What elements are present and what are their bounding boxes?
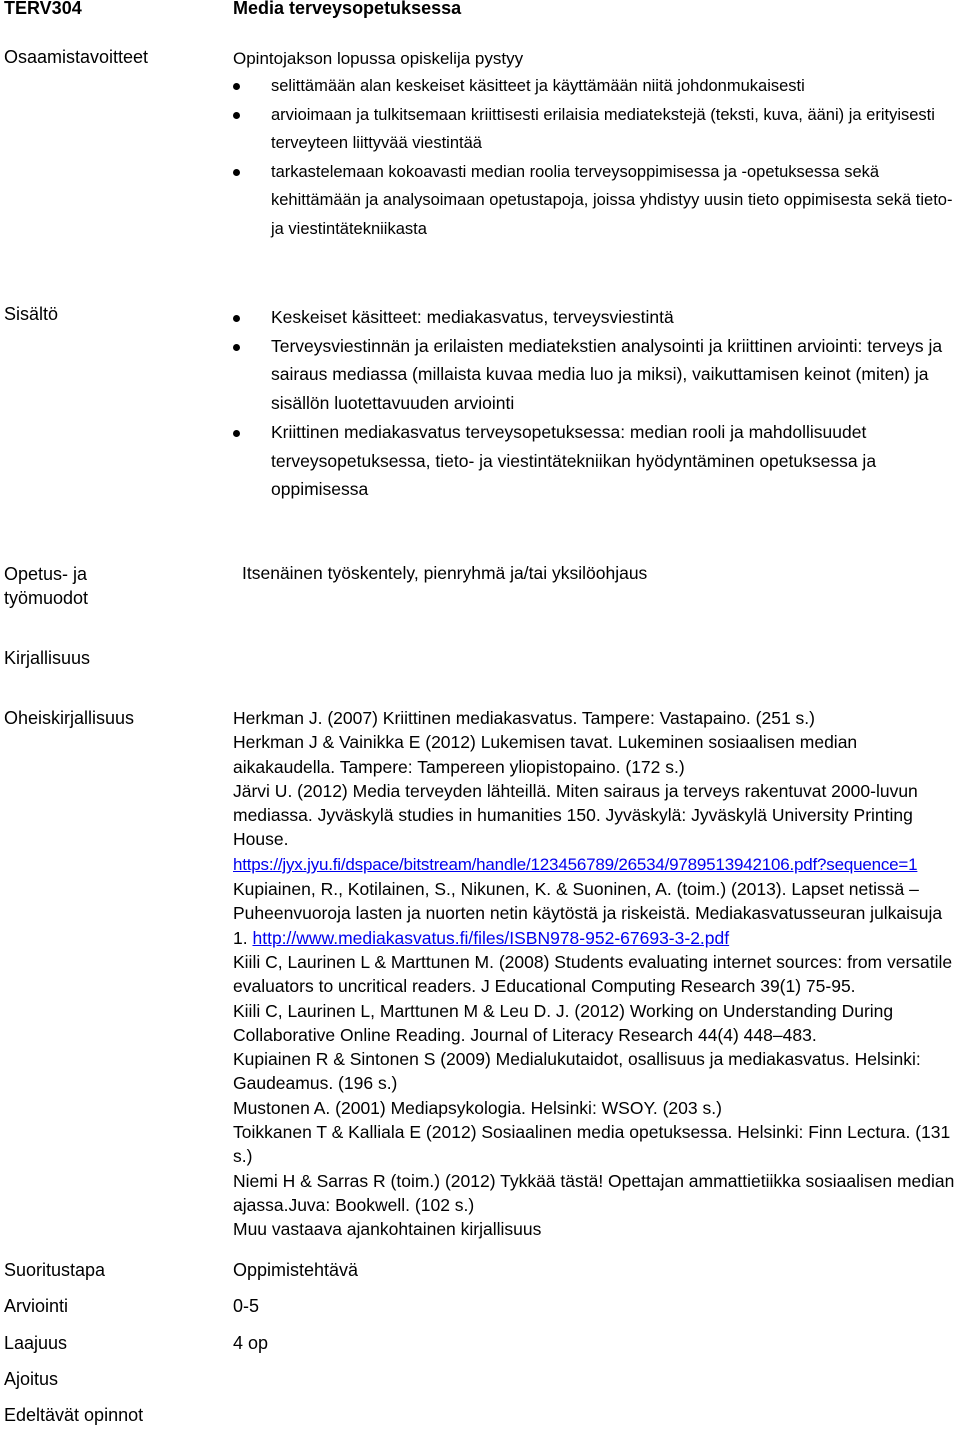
- course-title: Media terveysopetuksessa: [233, 0, 462, 18]
- list-item: [233, 418, 953, 504]
- supplementary-list: [233, 706, 958, 1242]
- list-item: [233, 158, 953, 244]
- course-code: TERV304: [4, 0, 82, 18]
- objective-text: selittämään alan keskeiset käsitteet ja käyttämään niitä johdonmukaisesti: [271, 77, 805, 95]
- objectives-label: Osaamistavoitteet: [4, 47, 149, 67]
- assessment-label: Arviointi: [4, 1296, 69, 1316]
- objectives-intro: Opintojakson lopussa opiskelija pystyy: [233, 49, 524, 68]
- content-label: Sisältö: [4, 304, 59, 324]
- bullet-icon: [233, 169, 240, 176]
- bullet-icon: [233, 83, 240, 90]
- literature-entry: Järvi U. (2012) Media terveyden lähteillä. Miten sairaus ja terveys rakentuvat 2000-luvun mediassa. Jyväskylä studies in humanities 150. Jyväskylä: Jyväskylä University Printing House.: [233, 780, 918, 850]
- objectives-list: [233, 72, 953, 243]
- jyx-link[interactable]: https://jyx.jyu.fi/dspace/bitstream/handle/123456789/26534/9789513942106.pdf?sequence=1: [233, 854, 918, 874]
- methods-value: Itsenäinen työskentely, pienryhmä ja/tai yksilöohjaus: [242, 563, 648, 583]
- literature-entry: Toikkanen T & Kalliala E (2012) Sosiaalinen media opetuksessa. Helsinki: Finn Lectura. (131 s.): [233, 1122, 951, 1167]
- list-item: [233, 332, 953, 418]
- mediakasvatus-link[interactable]: http://www.mediakasvatus.fi/files/ISBN978-952-67693-3-2.pdf: [252, 927, 730, 948]
- bullet-icon: [233, 315, 240, 322]
- literature-entry: Kupiainen R & Sintonen S (2009) Medialukutaidot, osallisuus ja mediakasvatus. Helsinki: Gaudeamus. (196 s.): [233, 1049, 921, 1094]
- literature-entry: Kiili C, Laurinen L & Marttunen M. (2008) Students evaluating internet sources: from versatile evaluators to uncritical readers. J Educational Computing Research 39(1) 75-95.: [233, 951, 953, 997]
- list-item: [233, 72, 953, 101]
- literature-entry: Herkman J & Vainikka E (2012) Lukemisen tavat. Lukeminen sosiaalisen median aikakaudella. Tampere: Tampereen yliopistopaino. (172 s.): [233, 732, 858, 777]
- methods-label: [4, 562, 88, 610]
- content-text: Kriittinen mediakasvatus terveysopetuksessa: median rooli ja mahdollisuudet terveysopetuksessa, tieto- ja viestintätekniikan hyödyntäminen opetuksessa ja oppimisessa: [271, 421, 877, 500]
- literature-label: Kirjallisuus: [4, 648, 91, 668]
- supplementary-label: Oheiskirjallisuus: [4, 708, 135, 728]
- kupiainen-entry-text: Kupiainen, R., Kotilainen, S., Nikunen, K. & Suoninen, A. (toim.) (2013). Lapset netissä – Puheenvuoroja lasten ja nuorten netin käytöstä ja riskeistä. Mediakasvatusseuran julkaisuja 1.: [233, 879, 943, 948]
- scope-label: Laajuus: [4, 1333, 68, 1353]
- literature-entry: [233, 877, 958, 950]
- prerequisites-label: Edeltävät opinnot: [4, 1405, 144, 1425]
- methods-label-line1: Opetus- ja: [4, 564, 88, 584]
- objective-text: arvioimaan ja tulkitsemaan kriittisesti erilaisia mediatekstejä (teksti, kuva, ääni) ja erityisesti terveyteen liittyvää viestintää: [271, 105, 935, 152]
- completion-label: Suoritustapa: [4, 1260, 106, 1280]
- list-item: [233, 303, 953, 332]
- timing-label: Ajoitus: [4, 1369, 59, 1389]
- literature-entry: Mustonen A. (2001) Mediapsykologia. Helsinki: WSOY. (203 s.): [233, 1097, 722, 1118]
- completion-value: Oppimistehtävä: [233, 1260, 359, 1280]
- literature-entry: Kiili C, Laurinen L, Marttunen M & Leu D. J. (2012) Working on Understanding During Collaborative Online Reading. Journal of Literacy Research 44(4) 448–483.: [233, 1000, 894, 1045]
- bullet-icon: [233, 430, 240, 437]
- literature-entry: Niemi H & Sarras R (toim.) (2012) Tykkää tästä! Opettajan ammattietiikka sosiaalisen median ajassa.Juva: Bookwell. (102 s.): [233, 1170, 955, 1215]
- scope-value: 4 op: [233, 1333, 269, 1353]
- bullet-icon: [233, 112, 240, 119]
- methods-label-line2: työmuodot: [4, 588, 89, 608]
- bullet-icon: [233, 344, 240, 351]
- literature-entry: Herkman J. (2007) Kriittinen mediakasvatus. Tampere: Vastapaino. (251 s.): [233, 708, 815, 728]
- list-item: [233, 101, 953, 158]
- content-text: Terveysviestinnän ja erilaisten mediatekstien analysointi ja kriittinen arviointi: terveys ja sairaus mediassa (millaista kuvaa media luo ja miksi), vaikuttamisen keinot (miten) ja sisällön luotettavuuden arviointi: [271, 335, 943, 414]
- assessment-value: 0-5: [233, 1296, 260, 1316]
- content-text: Keskeiset käsitteet: mediakasvatus, terveysviestintä: [271, 307, 674, 327]
- content-list: [233, 303, 953, 504]
- objective-text: tarkastelemaan kokoavasti median roolia terveysoppimisessa ja -opetuksessa sekä kehittämään ja analysoimaan opetustapoja, joissa yhdistyy uusin tieto oppimisesta sekä tieto- ja viestintätekniikasta: [271, 162, 953, 238]
- literature-entry: Muu vastaava ajankohtainen kirjallisuus: [233, 1219, 542, 1240]
